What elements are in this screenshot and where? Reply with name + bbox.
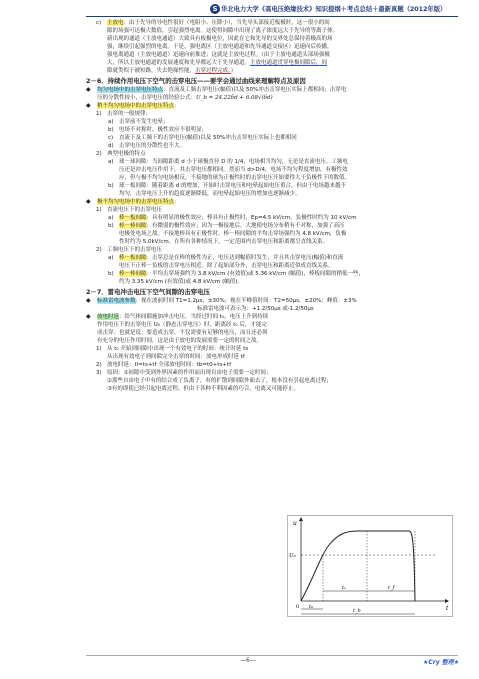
list-item [86, 206, 458, 214]
formula: U_b = 24.22δd + 6.08√(δd) [196, 95, 273, 101]
list-item [86, 134, 458, 142]
term-highlight: 棒－板间隙 [119, 215, 147, 221]
bullet-item [86, 313, 289, 345]
page-number: —6— [240, 657, 256, 664]
text-line: ②那些自由电子中有的结合成了负离子，有的扩散到间隙外面去了，根本没有引起电离过程； [107, 378, 332, 384]
text-line: 强电离通道（主放电通道）迅速向前推进；这就是主放电过程。（由于主放电通道头部场强极 [107, 52, 330, 58]
text-line: 标准雷电波可表示为：+1.2/50μs 或-1.2/50μs [197, 306, 314, 312]
list-marker: a) [108, 215, 114, 221]
term-highlight: 放电时延 [97, 314, 120, 320]
text-line: 球－球间隙：当间隙距离 d 小于球极直径 D 的 1/4，电场相当均匀，无论是直流电压、工频电 [119, 159, 348, 165]
term-highlight: 稍不均匀电场中的击穿电压特点 [97, 103, 175, 109]
text-line: 均匀，击穿电压上升的趋度逐渐降低，而电晕起始电压的增加也逐渐减少。 [119, 191, 301, 197]
list-item [86, 214, 458, 222]
list-marker: c) [108, 135, 114, 141]
list-item [86, 126, 458, 134]
text-line: 电压下正棒－负板的击穿电压相近。除了起始部分外，击穿电压和距离近似成直线关系。 [119, 263, 334, 269]
diamond-bullet-icon: ◆ [86, 297, 91, 304]
term-highlight: 标准雷电波参数 [97, 298, 136, 304]
underlined-text: 击穿过程完成。 [195, 68, 231, 74]
list-item [86, 150, 458, 158]
term-highlight: 极不均匀电场中的击穿电压特点 [97, 199, 175, 205]
y-axis-label: u [293, 520, 297, 527]
term-highlight: 主放电 [107, 20, 124, 26]
text-line: 压的分散性较小，击穿电压的经验公式： [97, 95, 197, 101]
list-item [86, 158, 458, 182]
u0-label: U₀ [289, 553, 296, 559]
text-line: 球－板间隙：随着距离 d 的增加，开始时击穿电压和电晕起始电压重合，但由于电场越来越不 [119, 183, 346, 189]
text-line: 从 t₀ 开始到间隙中出现一个有效电子的时间：统计时延 ts [107, 346, 249, 352]
list-marker: b) [108, 127, 114, 133]
text-line: 约为 3.35 kV/cm (有效值)或 4.8 kV/cm (幅值)。 [119, 279, 243, 285]
x-axis-label: t [446, 605, 449, 612]
text-line: 隙的场强可达极大数值，引起强烈电离。这使得间隙中出现了离子浓度远大于先导的等离子体。 [107, 28, 339, 34]
text-line: ： [174, 103, 180, 109]
t0-label: t₀ [309, 604, 314, 610]
text-line: ③有的即使已经引起电离过程，但由于各种不利因素的巧合，电离又可能停止。 [107, 386, 299, 392]
bullet-item [86, 102, 458, 110]
text-line: 大，所以主放电通道的发展速度和先导都远大于先导通道。 [107, 60, 251, 66]
list-marker: 2) [96, 151, 102, 157]
text-line: 性时约为 5.0kV/cm。在所有各种情况下，一定范围内击穿电压和距离都呈直线关系。 [119, 239, 329, 245]
list-item [86, 19, 458, 75]
logo-badge: S [210, 4, 220, 14]
text-line: ：平均击穿场强约为 3.8 kV/cm (有效值)或 5.36 kV/cm (幅值)，棒板间隙的稍低一些， [146, 271, 364, 277]
term-highlight: 棒－棒间隙 [119, 223, 147, 229]
list-marker: b) [108, 223, 114, 229]
text-line: ：直流及工频击穿电压(幅值)以及 50%冲击击穿电压实际上都相同；击穿电 [163, 87, 347, 93]
diamond-bullet-icon: ◆ [86, 102, 91, 109]
text-line: 电场不对称时，极性效应不很明显； [119, 127, 208, 133]
text-line: ） [230, 68, 237, 74]
page-header [210, 4, 446, 15]
text-line: 隙就类似于被短路，失去绝缘性能， [107, 68, 196, 74]
list-marker: b) [108, 183, 114, 189]
diamond-bullet-icon: ◆ [86, 313, 91, 320]
list-item [86, 142, 458, 150]
bullet-item [86, 86, 458, 102]
discharge-delay-figure [287, 515, 453, 617]
text-line: 电极处电场之故。不接地棒具有正极性时，棒－棒间隙的平均击穿场强约为 4.8 kV/cm，负极 [119, 231, 347, 237]
ts-label: tₛ [342, 585, 346, 591]
list-marker: a) [108, 159, 114, 165]
tb-label: t_b [353, 608, 361, 614]
list-item [86, 222, 458, 246]
text-line: 工频电压下的击穿电压 [107, 247, 163, 253]
text-line: 强，继续引起强烈的电离。于是，强电离区（主放电通道和先导通道交接区）迅速向后传播， [107, 44, 333, 50]
text-line: 击穿前不发生电晕； [119, 119, 169, 125]
text-line: 有充分的电压作用时间，这是由于放电的发展需要一定的时间之故。 [97, 338, 263, 344]
diamond-bullet-icon: ◆ [86, 86, 91, 93]
text-line: ： [174, 199, 180, 205]
header-rule [86, 16, 458, 17]
text-line: 典型电极的特点 [107, 151, 146, 157]
list-marker: 1) [96, 207, 102, 213]
text-line: 新出现的通道（主放电通道）大致具有板极电位，因此在它和先导的交界处总保持着极高的场 [107, 36, 333, 42]
text-line: 直流下及工频下的击穿电压(幅值)以及 50%冲击击穿电压实际上也都相同 [119, 135, 297, 141]
list-marker: 1) [96, 111, 102, 117]
list-marker: 1) [96, 346, 102, 352]
text-line: ：由于先导的导电性很好（电阻小、压降小），当先导头部接近板极时，这一很小的间 [123, 20, 330, 26]
list-item [86, 369, 458, 393]
tf-label: t_f [388, 585, 395, 591]
text-line: 原因：①间隙中受到外界因素的作用而出现自由电子需要一定时间； [107, 370, 272, 376]
text-line: ：击穿总是在棒的极性为正，电压达到幅值时发生，并且其击穿电压(幅值)和直流 [146, 255, 344, 261]
list-marker: c) [96, 20, 102, 26]
header-title: 华北电力大学《高电压绝缘技术》知识提纲＋考点总结＋最新真题（2012年版） [221, 6, 447, 13]
list-item [86, 118, 458, 126]
list-item [86, 345, 289, 361]
list-marker: 3) [96, 370, 102, 376]
list-marker: b) [108, 271, 114, 277]
origin-label: 0 [296, 604, 300, 610]
list-item [86, 110, 458, 118]
list-item [86, 270, 458, 286]
text-line: ：具有明显的极性效应；棒具有正极性时，Ep=4.5 kV/cm，负极性时约为 10 kV/cm [146, 215, 357, 221]
text-line: 直流电压下的击穿电压 [107, 207, 163, 213]
list-marker: d) [108, 143, 114, 149]
diamond-bullet-icon: ◆ [86, 198, 91, 205]
text-line: 应，但与极不均匀电场相反，不接地的球为正极性时的击穿电压开始要得大于负极性下的数值。 [119, 175, 351, 181]
text-line: ：有微弱的极性效应；因为一极接地后，大地使电场分布稍有不对称，加强了高压 [146, 223, 345, 229]
bullet-item [86, 198, 458, 206]
text-line: 成击穿。也就是说：要造成击穿，不仅需要有足够的电压，而且还必须 [97, 330, 268, 336]
list-item [86, 254, 458, 270]
text-line: 击穿的一般规律： [107, 111, 152, 117]
term-highlight: 棒－板间隙 [119, 255, 147, 261]
list-marker: 2) [96, 362, 102, 368]
text-line: 从出现有效电子到间隙完全击穿的时间：放电形成时延 tf [107, 354, 245, 360]
section-heading: 2－6．持续作用电压下空气的击穿电压——要学会通过曲线来理解特点及原因 [86, 77, 306, 85]
text-line: 压还是冲击电压作用下，其击穿电压都相同。然而当 d>D/4，电场不均匀程度增加，有极性效 [119, 167, 348, 173]
list-item [86, 182, 458, 198]
footer-brand: ★Cry 整理★ [423, 659, 460, 666]
text-line: 作用电压下的击穿电压 U₀（静态击穿电压）时，距离经 t₀ 后，才能完 [97, 322, 267, 328]
bullet-item [86, 297, 458, 313]
text-line: ：给气体间隙施加冲击电压，当经过时间 t₀，电压上升到持续 [119, 314, 269, 320]
term-highlight: 均匀电场中的击穿电压特点 [97, 87, 164, 93]
list-marker: a) [108, 255, 114, 261]
text-line: ：视在波前时间 T1=1.2μs，±30%；视在半峰值时间：T2=50μs，±20%；峰值：±3% [135, 298, 357, 304]
underlined-text: 主放电通道贯穿电极间隙后，间 [250, 60, 328, 66]
list-item [86, 246, 458, 254]
text-line: 放电时延：tl=ts+tf 全部放电时间：tb=t0+ts+tf [107, 362, 232, 368]
list-item [86, 361, 289, 369]
list-marker: 2) [96, 247, 102, 253]
list-marker: a) [108, 119, 114, 125]
footer-rule [86, 655, 458, 656]
term-highlight: 棒－棒间隙 [119, 271, 147, 277]
document-body [86, 19, 458, 393]
text-line: 击穿电压的分散性也不大。 [119, 143, 186, 149]
section-heading: 2－7．雷电冲击电压下空气间隙的击穿电压 [86, 288, 210, 296]
